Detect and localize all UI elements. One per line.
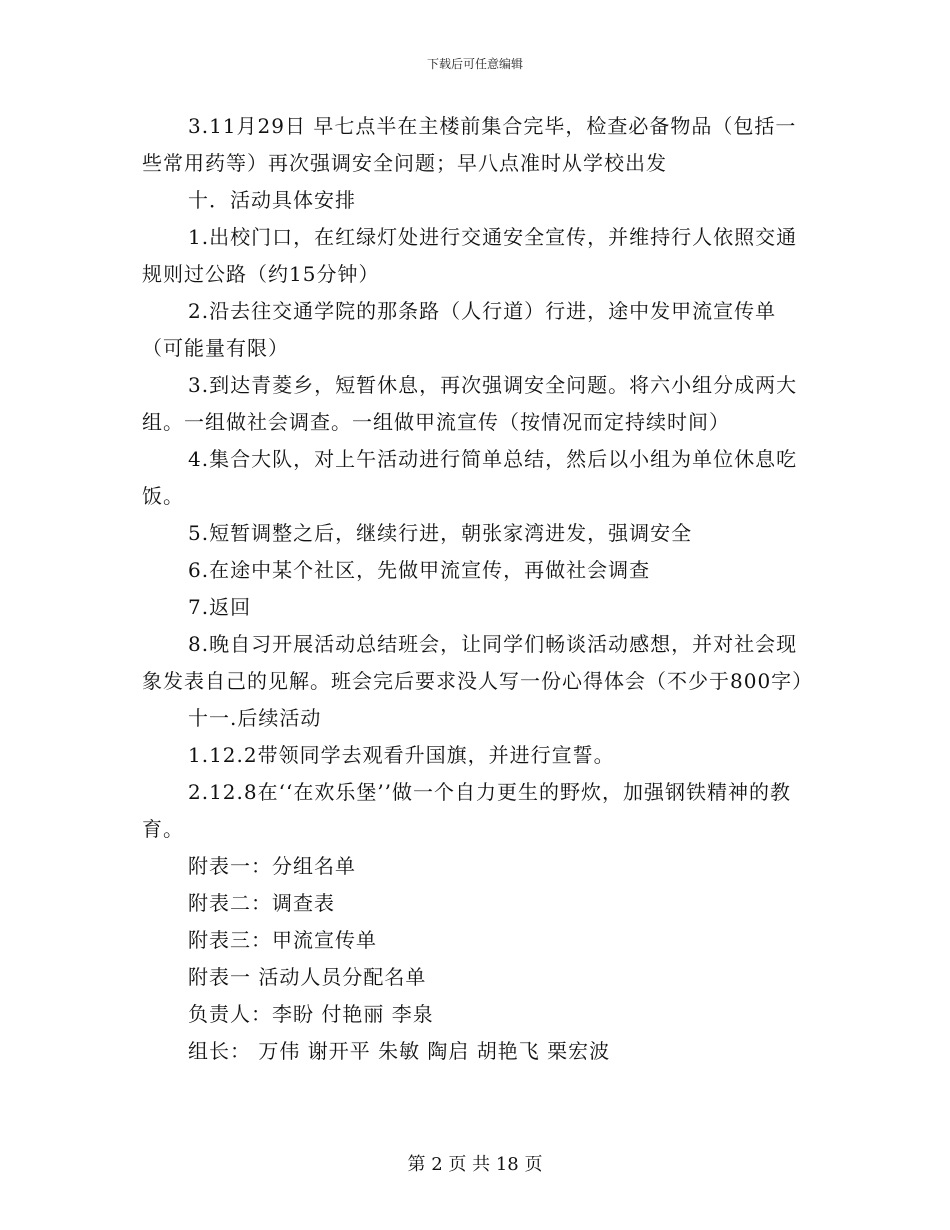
- appendix-1: 附表一：分组名单: [188, 854, 356, 878]
- document-body: [142, 108, 814, 1070]
- paragraph-follow-up-2: 2.12.8在‘‘在欢乐堡’’做一个自力更生的野炊，加强钢铁精神的教育。: [142, 780, 792, 841]
- paragraph-item-8: 8.晚自习开展活动总结班会，让同学们畅谈活动感想，并对社会现象发表自己的见解。班会完后要求没人写一份心得体会（不少于800字）: [142, 632, 814, 693]
- responsible-persons: 负责人：李盼 付艳丽 李泉: [188, 1002, 434, 1026]
- section-heading-follow-up: 十一.后续活动: [188, 706, 322, 730]
- page-number-footer: 第 2 页 共 18 页: [407, 1154, 543, 1175]
- paragraph-follow-up-1: 1.12.2带领同学去观看升国旗，并进行宣誓。: [188, 743, 615, 767]
- appendix-1-title: 附表一 活动人员分配名单: [188, 965, 427, 989]
- paragraph-item-2: 2.沿去往交通学院的那条路（人行道）行进，途中发甲流宣传单（可能量有限）: [142, 299, 777, 360]
- paragraph-item-4: 4.集合大队，对上午活动进行简单总结，然后以小组为单位休息吃饭。: [142, 447, 798, 508]
- section-heading-activity-arrangement: 十．活动具体安排: [188, 188, 356, 212]
- group-leaders: 组长： 万伟 谢开平 朱敏 陶启 胡艳飞 栗宏波: [188, 1039, 611, 1063]
- paragraph-item-6: 6.在途中某个社区，先做甲流宣传，再做社会调查: [188, 558, 651, 582]
- appendix-3: 附表三：甲流宣传单: [188, 928, 377, 952]
- header-note: 下载后可任意编辑: [426, 57, 523, 71]
- paragraph-item-7: 7.返回: [188, 595, 252, 619]
- paragraph-schedule-nov29: 3.11月29日 早七点半在主楼前集合完毕，检查必备物品（包括一些常用药等）再次强调安全问题；早八点准时从学校出发: [142, 114, 797, 175]
- appendix-2: 附表二：调查表: [188, 891, 335, 915]
- paragraph-item-1: 1.出校门口，在红绿灯处进行交通安全宣传，并维持行人依照交通规则过公路（约15分钟）: [142, 225, 798, 286]
- paragraph-item-5: 5.短暂调整之后，继续行进，朝张家湾进发，强调安全: [188, 521, 693, 545]
- paragraph-item-3: 3.到达青菱乡，短暂休息，再次强调安全问题。将六小组分成两大组。一组做社会调查。一组做甲流宣传（按情况而定持续时间）: [142, 373, 798, 434]
